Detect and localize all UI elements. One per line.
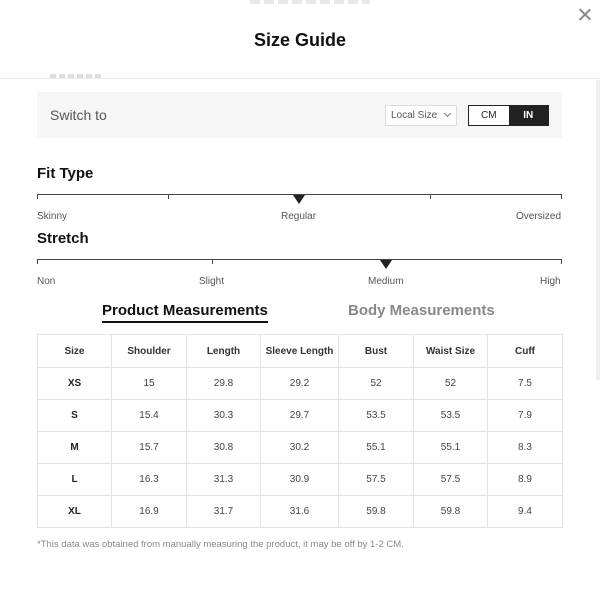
measurement-tabs xyxy=(0,302,600,326)
table-cell: 31.7 xyxy=(187,496,261,528)
table-cell: 53.5 xyxy=(339,400,414,432)
table-cell: 55.1 xyxy=(339,432,414,464)
table-cell: 55.1 xyxy=(414,432,488,464)
stretch-title: Stretch xyxy=(37,230,89,247)
table-row xyxy=(38,400,563,432)
header-divider xyxy=(0,78,600,79)
table-cell: 8.3 xyxy=(488,432,563,464)
table-cell: 30.3 xyxy=(187,400,261,432)
table-cell: 30.9 xyxy=(261,464,339,496)
table-cell: 15 xyxy=(112,368,187,400)
table-cell: 7.9 xyxy=(488,400,563,432)
size-cell: XL xyxy=(38,496,112,528)
column-header: Cuff xyxy=(488,335,563,368)
size-cell: M xyxy=(38,432,112,464)
table-cell: 16.3 xyxy=(112,464,187,496)
size-cell: S xyxy=(38,400,112,432)
local-size-dropdown[interactable] xyxy=(385,105,457,126)
scale-tick xyxy=(37,259,38,264)
close-icon[interactable] xyxy=(576,6,594,24)
column-header: Waist Size xyxy=(414,335,488,368)
size-cell: L xyxy=(38,464,112,496)
table-cell: 16.9 xyxy=(112,496,187,528)
table-cell: 52 xyxy=(339,368,414,400)
table-cell: 59.8 xyxy=(339,496,414,528)
background-page-hint xyxy=(250,0,370,4)
table-cell: 8.9 xyxy=(488,464,563,496)
scale-tick xyxy=(561,194,562,199)
stretch-label-non: Non xyxy=(37,276,56,287)
table-cell: 57.5 xyxy=(414,464,488,496)
fit-type-marker-icon xyxy=(293,195,305,204)
table-cell: 15.7 xyxy=(112,432,187,464)
chevron-down-icon xyxy=(444,110,451,117)
table-header-row xyxy=(38,335,563,368)
table-cell: 31.6 xyxy=(261,496,339,528)
table-cell: 53.5 xyxy=(414,400,488,432)
background-page-hint xyxy=(50,74,102,78)
unit-in-button[interactable]: IN xyxy=(509,106,549,125)
scale-tick xyxy=(168,194,169,199)
table-cell: 29.7 xyxy=(261,400,339,432)
size-cell: XS xyxy=(38,368,112,400)
table-row xyxy=(38,464,563,496)
stretch-scale xyxy=(37,259,562,260)
scale-tick xyxy=(430,194,431,199)
column-header: Length xyxy=(187,335,261,368)
local-size-label: Local Size xyxy=(391,110,438,121)
table-cell: 30.8 xyxy=(187,432,261,464)
table-cell: 52 xyxy=(414,368,488,400)
column-header: Size xyxy=(38,335,112,368)
scale-tick xyxy=(37,194,38,199)
tab-product-measurements[interactable]: Product Measurements xyxy=(102,302,268,323)
unit-toggle xyxy=(468,105,549,126)
fit-label-skinny: Skinny xyxy=(37,211,68,222)
table-cell: 29.8 xyxy=(187,368,261,400)
stretch-label-medium: Medium xyxy=(368,276,404,287)
stretch-marker-icon xyxy=(380,260,392,269)
column-header: Sleeve Length xyxy=(261,335,339,368)
tab-body-measurements[interactable]: Body Measurements xyxy=(348,302,495,319)
table-cell: 7.5 xyxy=(488,368,563,400)
unit-switch-bar xyxy=(37,92,562,138)
stretch-label-slight: Slight xyxy=(199,276,225,287)
scale-tick xyxy=(212,259,213,264)
fit-label-oversized: Oversized xyxy=(516,211,562,222)
measurement-disclaimer: *This data was obtained from manually measuring the product, it may be off by 1-2 CM. xyxy=(37,539,404,550)
scrollbar[interactable] xyxy=(596,80,600,380)
table-cell: 30.2 xyxy=(261,432,339,464)
table-row xyxy=(38,368,563,400)
table-cell: 9.4 xyxy=(488,496,563,528)
switch-to-label: Switch to xyxy=(50,107,107,123)
table-cell: 29.2 xyxy=(261,368,339,400)
fit-type-title: Fit Type xyxy=(37,165,94,182)
table-cell: 57.5 xyxy=(339,464,414,496)
table-row xyxy=(38,496,563,528)
column-header: Shoulder xyxy=(112,335,187,368)
modal-title: Size Guide xyxy=(253,30,347,50)
table-row xyxy=(38,432,563,464)
table-cell: 15.4 xyxy=(112,400,187,432)
unit-cm-button[interactable]: CM xyxy=(469,106,509,125)
stretch-label-high: High xyxy=(540,276,561,287)
fit-label-regular: Regular xyxy=(281,211,317,222)
column-header: Bust xyxy=(339,335,414,368)
table-cell: 31.3 xyxy=(187,464,261,496)
table-cell: 59.8 xyxy=(414,496,488,528)
measurements-table xyxy=(37,334,563,528)
scale-tick xyxy=(561,259,562,264)
